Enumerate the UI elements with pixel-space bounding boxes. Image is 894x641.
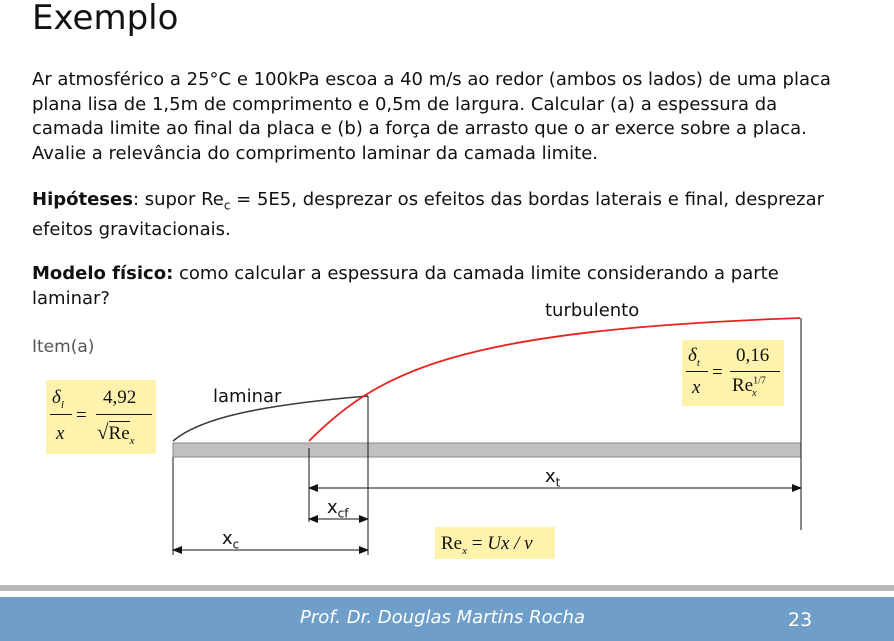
- footer-bar: [0, 597, 894, 641]
- turbulent-coefficient: 0,16: [736, 345, 770, 366]
- laminar-formula-numerator: $\delta_l$: [52, 387, 64, 411]
- laminar-sqrt-reynolds: $√Re_x$: [97, 420, 135, 447]
- laminar-fraction-bar-left: [50, 414, 72, 415]
- flat-plate: [173, 443, 801, 457]
- turbulent-equals: =: [712, 362, 723, 383]
- laminar-label: laminar: [213, 386, 282, 407]
- turbulent-formula-numerator: $\delta_t$: [688, 345, 700, 369]
- laminar-coefficient: 4,92: [103, 387, 137, 408]
- turbulent-formula-denominator: x: [692, 377, 701, 398]
- slide-title: Exemplo: [32, 0, 179, 38]
- page-number: 23: [788, 609, 813, 631]
- turbulent-label: turbulento: [545, 300, 640, 321]
- hypotheses-text-after: = 5E5, desprezar os efeitos das bordas laterais e final, desprezar efeitos gravitacionais.: [32, 189, 825, 241]
- hypotheses-text-before: : supor Re: [132, 189, 224, 210]
- xcf-label: $x_{cf}$: [327, 497, 349, 521]
- footer-divider: [0, 585, 894, 591]
- model-label: Modelo físico:: [32, 263, 174, 284]
- laminar-formula-denominator: x: [56, 423, 65, 444]
- xt-label: $x_t$: [545, 466, 561, 490]
- xc-label: $x_c$: [222, 528, 240, 552]
- problem-statement: Ar atmosférico a 25°C e 100kPa escoa a 40 m/s ao redor (ambos os lados) de uma placa plana lisa de 1,5m de comprimento e 0,5m de largura. Calcular (a) a espessura da camada limite ao final da placa e (b) a força de arrasto que o ar exerce sobre a placa. Avalie a relevância do comprimento laminar da camada limite.: [32, 69, 831, 164]
- hypotheses-label: Hipóteses: [32, 189, 133, 210]
- turbulent-formula-box: [682, 340, 784, 406]
- model-text: como calcular a espessura da camada limite considerando a parte laminar?: [32, 263, 779, 309]
- laminar-equals: =: [76, 405, 87, 426]
- laminar-fraction-bar-right: [96, 414, 152, 415]
- laminar-formula-box: [46, 380, 156, 454]
- turbulent-fraction-bar-left: [686, 371, 708, 372]
- reynolds-formula-box: [435, 527, 555, 559]
- item-a-label: Item(a): [32, 337, 95, 357]
- reynolds-formula: $Re_x = Ux / \nu$: [441, 533, 533, 557]
- footer-author: Prof. Dr. Douglas Martins Rocha: [300, 607, 586, 628]
- turbulent-fraction-bar-right: [730, 371, 780, 372]
- hypotheses-sub: c: [223, 198, 231, 213]
- turbulent-reynolds-power: $Re^{1/7}_x$: [732, 375, 766, 399]
